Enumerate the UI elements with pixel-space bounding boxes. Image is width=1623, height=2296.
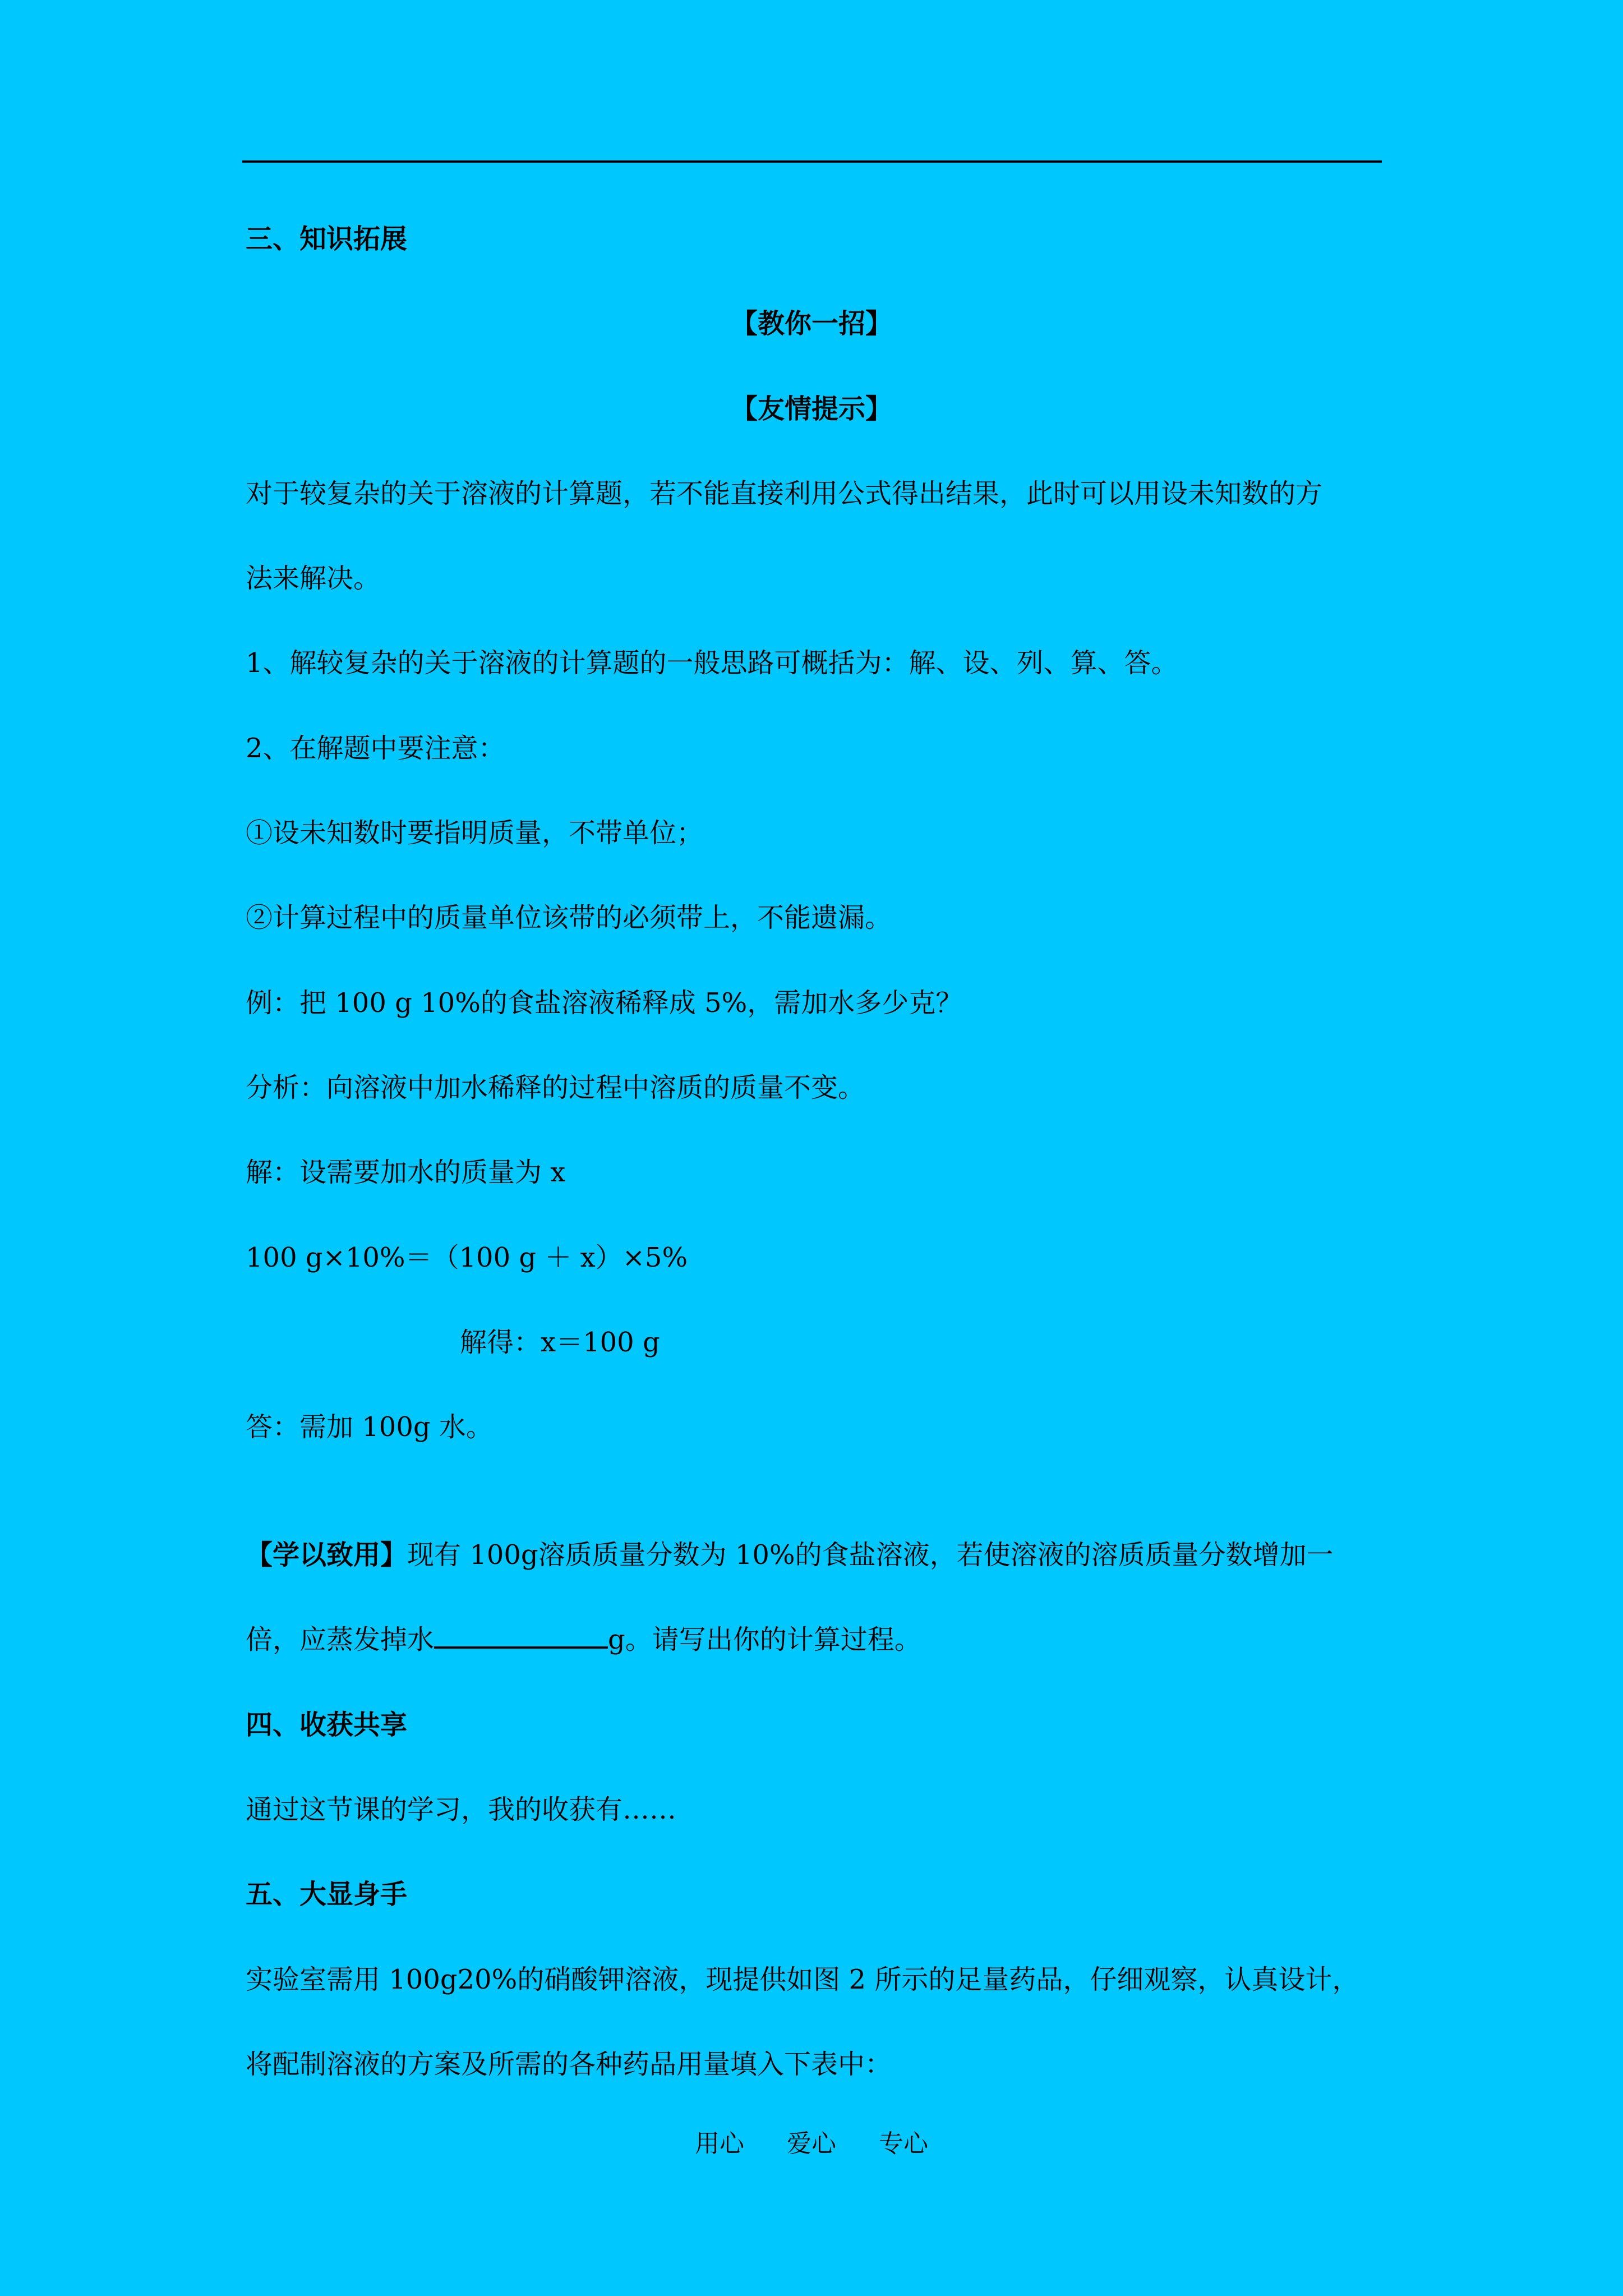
paragraph: 实验室需用 100g20%的硝酸钾溶液，现提供如图 2 所示的足量药品，仔细观察，认真设计， xyxy=(246,1964,1359,1995)
paragraph: ①设未知数时要指明质量，不带单位； xyxy=(246,817,704,849)
answer: 答：需加 100g 水。 xyxy=(246,1411,493,1443)
apply-title: 【学以致用】 xyxy=(246,1539,408,1571)
paragraph: 2、在解题中要注意： xyxy=(246,733,505,764)
apply-text-a: 倍，应蒸发掉水 xyxy=(246,1624,435,1655)
paragraph: 将配制溶液的方案及所需的各种药品用量填入下表中： xyxy=(246,2049,892,2080)
paragraph: 法来解决。 xyxy=(246,563,381,594)
paragraph: 通过这节课的学习，我的收获有…… xyxy=(246,1794,677,1825)
paragraph: ②计算过程中的质量单位该带的必须带上，不能遗漏。 xyxy=(246,902,892,933)
section-5-title: 五、大显身手 xyxy=(246,1879,408,1910)
apply-paragraph-line2 xyxy=(246,1622,921,1658)
equation: 100 g×10%＝（100 g ＋ x）×5% xyxy=(246,1242,688,1273)
footer-text: 专心 xyxy=(879,2129,928,2158)
example-question: 例：把 100 g 10%的食盐溶液稀释成 5%，需加水多少克？ xyxy=(246,987,963,1019)
analysis: 分析：向溶液中加水稀释的过程中溶质的质量不变。 xyxy=(246,1072,865,1103)
apply-text-b: g。请写出你的计算过程。 xyxy=(608,1624,921,1655)
answer-blank[interactable] xyxy=(434,1623,608,1649)
paragraph: 对于较复杂的关于溶液的计算题，若不能直接利用公式得出结果，此时可以用设未知数的方 xyxy=(246,478,1323,509)
section-3-title: 三、知识拓展 xyxy=(246,223,408,255)
apply-paragraph xyxy=(246,1537,1334,1573)
header-rule xyxy=(242,160,1382,163)
solution-setup: 解：设需要加水的质量为 x xyxy=(246,1157,566,1188)
paragraph: 1、解较复杂的关于溶液的计算题的一般思路可概括为：解、设、列、算、答。 xyxy=(246,647,1178,679)
tip-title: 【教你一招】 xyxy=(730,308,892,339)
apply-text: 现有 100g溶质质量分数为 10%的食盐溶液，若使溶液的溶质质量分数增加一 xyxy=(407,1539,1334,1571)
footer-text: 用心 xyxy=(695,2129,744,2158)
footer-text: 爱心 xyxy=(787,2129,836,2158)
hint-title: 【友情提示】 xyxy=(730,393,892,425)
solution-result: 解得：x＝100 g xyxy=(460,1327,660,1358)
section-4-title: 四、收获共享 xyxy=(246,1709,408,1741)
page-footer xyxy=(0,2127,1623,2161)
